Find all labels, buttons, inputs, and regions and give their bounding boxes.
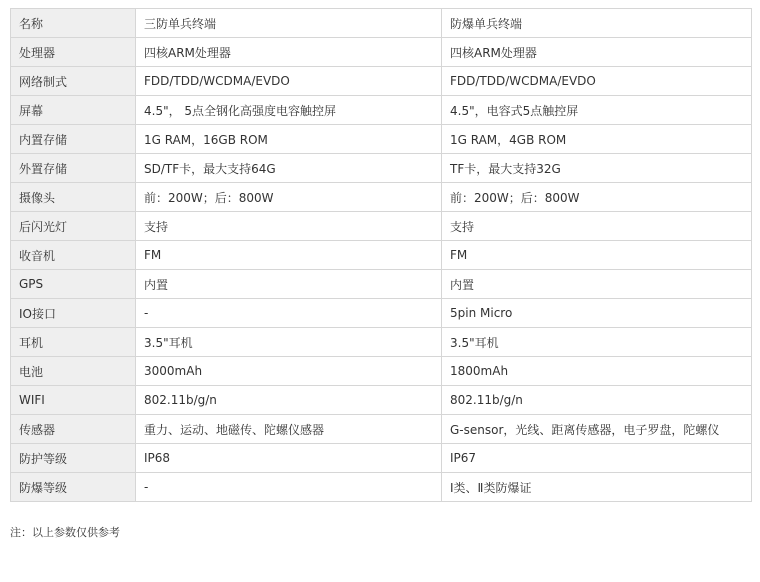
- row-value-b: G-sensor，光线、距离传感器，电子罗盘，陀螺仪: [442, 415, 752, 444]
- row-label: 传感器: [11, 415, 136, 444]
- table-row: [11, 473, 752, 502]
- footnote: 注：以上参数仅供参考: [10, 526, 120, 539]
- row-value-b: 支持: [442, 212, 752, 241]
- row-value-b: Ⅰ类、Ⅱ类防爆证: [442, 473, 752, 502]
- row-value-b: 4.5"，电容式5点触控屏: [442, 96, 752, 125]
- header-col-a-cell: 三防单兵终端: [136, 9, 442, 38]
- table-row: [11, 125, 752, 154]
- row-value-a: 1G RAM，16GB ROM: [136, 125, 442, 154]
- row-label: 网络制式: [11, 67, 136, 96]
- row-label: 电池: [11, 357, 136, 386]
- row-value-b: FDD/TDD/WCDMA/EVDO: [442, 67, 752, 96]
- table-row: [11, 444, 752, 473]
- row-label: 内置存储: [11, 125, 136, 154]
- row-value-b: 1G RAM，4GB ROM: [442, 125, 752, 154]
- row-value-a: 重力、运动、地磁传、陀螺仪感器: [136, 415, 442, 444]
- row-label: 摄像头: [11, 183, 136, 212]
- row-label: 防爆等级: [11, 473, 136, 502]
- row-value-b: 1800mAh: [442, 357, 752, 386]
- row-value-a: FDD/TDD/WCDMA/EVDO: [136, 67, 442, 96]
- row-value-a: 802.11b/g/n: [136, 386, 442, 415]
- table-header-row: [11, 9, 752, 38]
- row-value-b: 5pin Micro: [442, 299, 752, 328]
- row-value-a: -: [136, 473, 442, 502]
- row-value-b: 802.11b/g/n: [442, 386, 752, 415]
- row-value-a: 前：200W；后：800W: [136, 183, 442, 212]
- row-label: 后闪光灯: [11, 212, 136, 241]
- table-row: [11, 67, 752, 96]
- spec-comparison-table: [10, 8, 752, 502]
- row-label: WIFI: [11, 386, 136, 415]
- row-value-a: 内置: [136, 270, 442, 299]
- table-row: [11, 386, 752, 415]
- row-label: 处理器: [11, 38, 136, 67]
- row-value-a: 四核ARM处理器: [136, 38, 442, 67]
- row-value-b: 前：200W；后：800W: [442, 183, 752, 212]
- table-row: [11, 154, 752, 183]
- row-label: 防护等级: [11, 444, 136, 473]
- table-row: [11, 270, 752, 299]
- row-value-a: SD/TF卡，最大支持64G: [136, 154, 442, 183]
- row-value-b: 内置: [442, 270, 752, 299]
- table-row: [11, 241, 752, 270]
- table-row: [11, 328, 752, 357]
- table-row: [11, 357, 752, 386]
- row-value-a: IP68: [136, 444, 442, 473]
- table-row: [11, 299, 752, 328]
- row-value-a: 3000mAh: [136, 357, 442, 386]
- row-label: IO接口: [11, 299, 136, 328]
- row-value-a: -: [136, 299, 442, 328]
- table-row: [11, 183, 752, 212]
- row-value-a: 4.5"， 5点全钢化高强度电容触控屏: [136, 96, 442, 125]
- row-label: 外置存储: [11, 154, 136, 183]
- table-row: [11, 96, 752, 125]
- row-label: 收音机: [11, 241, 136, 270]
- row-label: 屏幕: [11, 96, 136, 125]
- row-value-a: 支持: [136, 212, 442, 241]
- row-value-b: 3.5"耳机: [442, 328, 752, 357]
- row-label: GPS: [11, 270, 136, 299]
- row-label: 耳机: [11, 328, 136, 357]
- table-row: [11, 212, 752, 241]
- header-col-b-cell: 防爆单兵终端: [442, 9, 752, 38]
- row-value-a: 3.5"耳机: [136, 328, 442, 357]
- row-value-b: TF卡，最大支持32G: [442, 154, 752, 183]
- row-value-b: FM: [442, 241, 752, 270]
- row-value-b: 四核ARM处理器: [442, 38, 752, 67]
- table-row: [11, 415, 752, 444]
- header-label-cell: 名称: [11, 9, 136, 38]
- table-row: [11, 38, 752, 67]
- row-value-a: FM: [136, 241, 442, 270]
- row-value-b: IP67: [442, 444, 752, 473]
